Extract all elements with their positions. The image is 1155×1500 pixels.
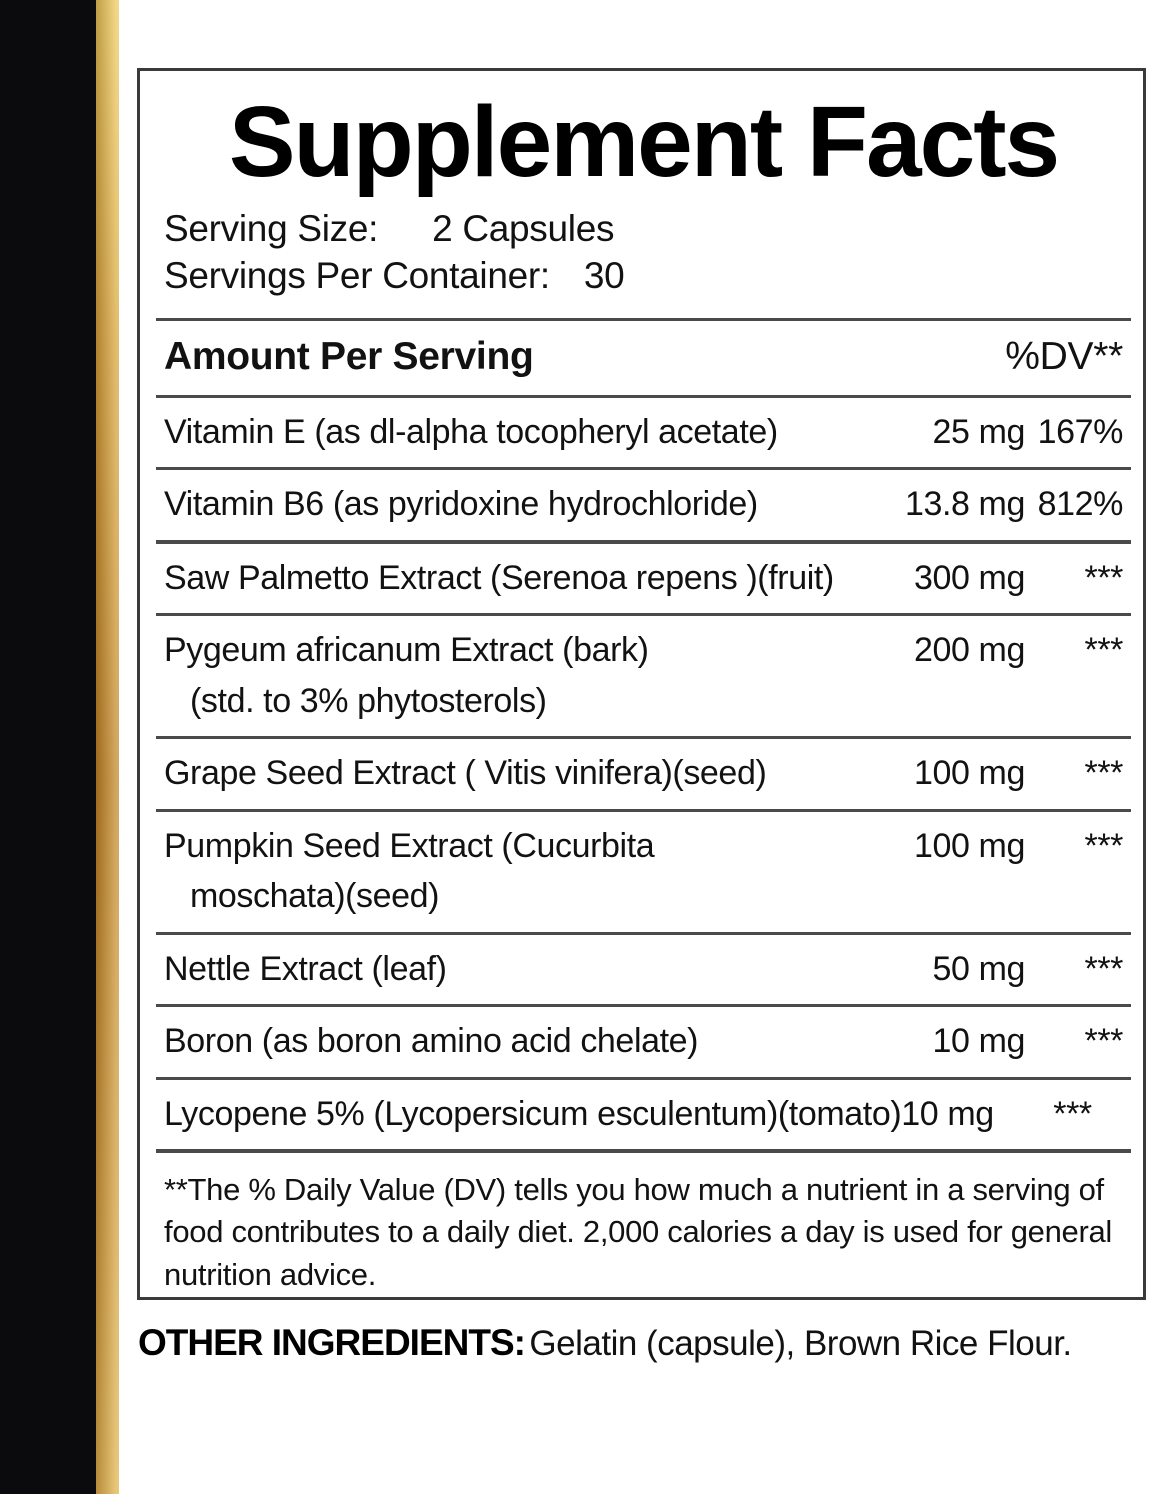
ingredient-name-line2: moschata)(seed) [190, 877, 440, 916]
ingredient-name: Saw Palmetto Extract (Serenoa repens )(fruit) [164, 558, 834, 597]
ingredient-dv: *** [1084, 949, 1123, 988]
ingredient-dv: *** [1084, 558, 1123, 597]
footnote-daily-value: **The % Daily Value (DV) tells you how much a nutrient in a serving of food contributes to a daily diet. 2,000 calories a day is used for general nutrition advice. [164, 1172, 1113, 1292]
ingredient-amount: 100 mg [913, 754, 1025, 793]
left-black-bar [0, 0, 96, 1494]
ingredient-amount: 200 mg [913, 631, 1025, 670]
ingredient-name: Vitamin B6 (as pyridoxine hydrochloride) [164, 485, 758, 524]
ingredient-amount: 300 mg [913, 558, 1025, 597]
ingredient-row [164, 398, 1123, 468]
table-header-row [164, 321, 1123, 395]
other-ingredients-line [138, 1322, 1150, 1364]
amount-per-serving-header: Amount Per Serving [164, 334, 534, 378]
ingredient-row [164, 1080, 1123, 1150]
ingredient-row [164, 544, 1123, 614]
ingredient-name: Grape Seed Extract ( Vitis vinifera)(seed) [164, 754, 767, 793]
ingredient-dv: 812% [1037, 485, 1123, 524]
ingredient-row-line [164, 752, 1123, 795]
ingredient-row-line [164, 948, 1123, 991]
ingredient-dv: *** [1053, 1094, 1092, 1133]
ingredient-dv: 167% [1037, 412, 1123, 451]
ingredient-row [164, 1007, 1123, 1077]
servings-per-container-line [164, 252, 1123, 299]
ingredient-amount: 100 mg [913, 826, 1025, 865]
ingredient-row [164, 812, 1123, 932]
ingredient-dv: *** [1084, 826, 1123, 865]
ingredient-name: Lycopene 5% (Lycopersicum esculentum)(tomato)10 mg [164, 1094, 994, 1133]
ingredient-row [164, 470, 1123, 540]
supplement-facts-panel [137, 68, 1146, 1300]
serving-size-label: Serving Size: [164, 208, 379, 249]
ingredient-dv: *** [1084, 754, 1123, 793]
ingredient-row-line [164, 557, 1123, 600]
serving-size-value: 2 Capsules [432, 208, 615, 249]
ingredient-row-line [164, 483, 1123, 526]
ingredient-row [164, 935, 1123, 1005]
ingredient-name: Nettle Extract (leaf) [164, 949, 447, 988]
ingredient-amount: 25 mg [932, 412, 1025, 451]
ingredient-row-line [164, 825, 1123, 868]
ingredient-row [164, 616, 1123, 736]
ingredient-row-line [164, 1093, 1123, 1136]
ingredient-amount: 50 mg [932, 949, 1025, 988]
ingredient-row-line [164, 629, 1123, 672]
ingredient-amount: 13.8 mg [904, 485, 1025, 524]
ingredient-dv: *** [1084, 1022, 1123, 1061]
ingredient-row [164, 739, 1123, 809]
ingredient-row-line [164, 411, 1123, 454]
other-ingredients-text: Gelatin (capsule), Brown Rice Flour. [529, 1324, 1072, 1363]
other-ingredients-label: OTHER INGREDIENTS: [138, 1322, 525, 1363]
ingredient-name-line2: (std. to 3% phytosterols) [190, 681, 547, 720]
ingredient-amount: 10 mg [932, 1022, 1025, 1061]
panel-title: Supplement Facts [228, 86, 1059, 198]
ingredient-name: Boron (as boron amino acid chelate) [164, 1022, 699, 1061]
ingredient-rows [164, 398, 1123, 1150]
divider-above-footnotes [156, 1149, 1131, 1153]
ingredient-name: Pygeum africanum Extract (bark) [164, 631, 649, 670]
ingredient-dv: *** [1084, 631, 1123, 670]
dv-header: %DV** [1005, 334, 1123, 378]
serving-size-line [164, 205, 1123, 252]
gold-accent-stripe [96, 0, 119, 1494]
ingredient-name: Vitamin E (as dl-alpha tocopheryl acetate) [164, 412, 778, 451]
servings-per-container-label: Servings Per Container: [164, 255, 550, 297]
servings-per-container-value: 30 [583, 255, 625, 297]
ingredient-name: Pumpkin Seed Extract (Cucurbita [164, 826, 655, 865]
ingredient-row-line [164, 1020, 1123, 1063]
